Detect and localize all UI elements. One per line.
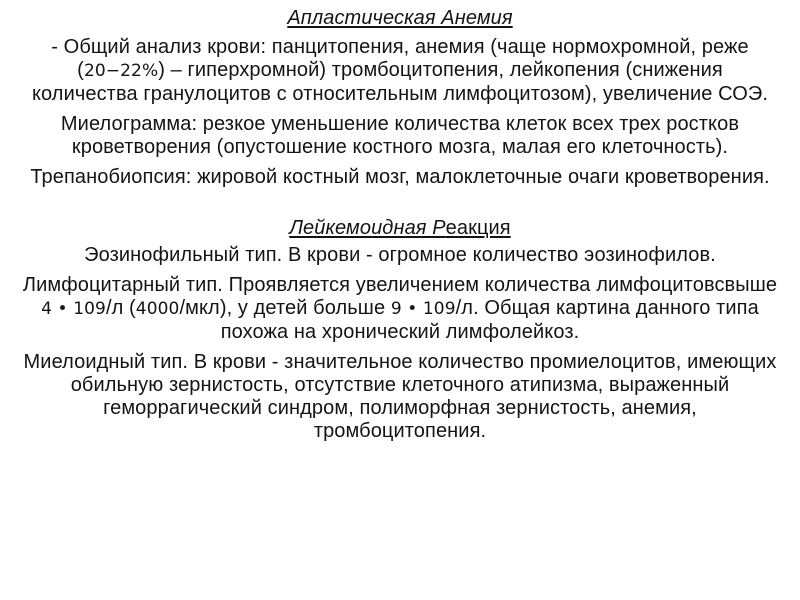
lymphocytic-part3: /мкл), у детей больше: [179, 297, 391, 319]
lymphocytic-part4: /л. Общая картина данного типа похожа на хронический лимфолейкоз.: [220, 297, 759, 343]
leukemoid-title-italic: Лейкемоидная Р: [289, 217, 446, 239]
trephine-biopsy-paragraph: Трепанобиопсия: жировой костный мозг, малоклеточные очаги кроветворения.: [30, 166, 770, 188]
leukemoid-title-rest: еакция: [445, 217, 511, 239]
blood-test-lead: - Общий анализ крови: панцитопения, анемия (чаще нормохромной, реже (: [51, 36, 749, 81]
lymphocytic-part1: Лимфоцитарный тип. Проявляется увеличением количества лимфоцитовсвыше: [22, 274, 778, 296]
blood-test-tail: ) – гиперхромной) тромбоцитопения, лейкопения (снижения количества гранулоцитов с относительным лимфоцитозом), увеличение СОЭ.: [31, 59, 769, 105]
myeloid-type-paragraph: Миелоидный тип. В крови - значительное количество промиелоцитов, имеющих обильную зернистость, отсутствие клеточного атипизма, выраженный геморрагический синдром, полиморфная зернистость, анемия, тромбоцитопения.: [23, 351, 777, 442]
aplastic-anemia-title: Апластическая Анемия: [287, 7, 513, 29]
leukemoid-reaction-title: [22, 217, 778, 240]
lymphocytic-part2: /л (: [105, 297, 136, 319]
lymphocyte-threshold-adult: 4 • 109: [41, 299, 106, 319]
eosinophilic-type-paragraph: Эозинофильный тип. В крови - огромное количество эозинофилов.: [84, 244, 716, 266]
lymphocyte-count-per-ul: 4000: [135, 299, 180, 319]
lymphocytic-type-paragraph: [22, 274, 778, 344]
lymphocyte-threshold-children: 9 • 109: [390, 299, 456, 319]
myelogram-paragraph: Миелограмма: резкое уменьшение количества клеток всех трех ростков кроветворения (опустошение костного мозга, малая его клеточность).: [60, 113, 740, 158]
blood-test-paragraph: [22, 36, 778, 106]
hyperchromic-range: 20−22%: [83, 61, 159, 81]
